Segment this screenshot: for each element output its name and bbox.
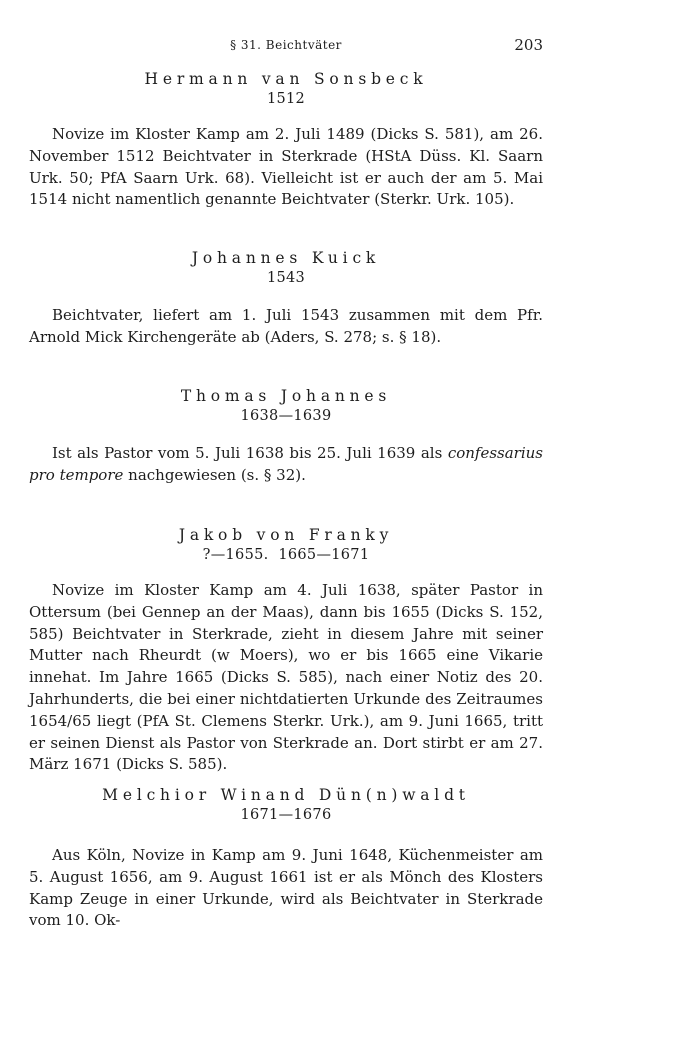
entry-years: 1512 xyxy=(266,91,306,107)
entry-text xyxy=(29,845,543,932)
entry-heading xyxy=(29,785,543,825)
entry-text-after: nachgewiesen (s. § 32). xyxy=(123,465,306,484)
entry-text-italic: confessarius pro tempore xyxy=(29,444,543,484)
entry-text xyxy=(29,443,543,487)
page-number: 203 xyxy=(514,36,543,54)
entry-name: Melchior Winand Dün(n)waldt xyxy=(102,786,470,804)
document-page xyxy=(29,0,543,1039)
running-title: § 31. Beichtväter xyxy=(230,38,342,52)
entry-years: 1638—1639 xyxy=(240,408,332,424)
running-head xyxy=(29,36,543,56)
entry-name: Johannes Kuick xyxy=(191,249,381,267)
entry-heading xyxy=(29,248,543,288)
entry-heading xyxy=(29,69,543,109)
entry-years: ?—1655. 1665—1671 xyxy=(202,547,370,563)
entry-text-before: Ist als Pastor vom 5. Juli 1638 bis 25. Juli 1639 als xyxy=(52,444,448,462)
entry-text xyxy=(29,124,543,211)
entry-text xyxy=(29,305,543,349)
entry-years: 1543 xyxy=(266,270,306,286)
entry-years: 1671—1676 xyxy=(240,807,332,823)
entry-heading xyxy=(29,386,543,426)
entry-heading xyxy=(29,525,543,565)
entry-text-content: Novize im Kloster Kamp am 4. Juli 1638, später Pastor in Ottersum (bei Gennep an der Maas), dann bis 1655 (Dicks S. 152, 585) Beichtvater in Sterkrade, zieht in diesem Jahre mit seiner Mutter nach Rheurdt (w Moers), wo er bis 1665 eine Vikarie innehat. Im Jahre 1665 (Dicks S. 585), nach einer Notiz des 20. Jahrhunderts, die bei einer nichtdatierten Urkunde des Zeitraumes 1654/65 liegt (PfA St. Clemens Sterkr. Urk.), am 9. Juni 1665, tritt er seinen Dienst als Pastor von Sterkrade an. Dort stirbt er am 27. März 1671 (Dicks S. 585). xyxy=(29,581,543,774)
entry-name: Hermann van Sonsbeck xyxy=(144,70,428,88)
entry-name: Thomas Johannes xyxy=(180,387,392,405)
entry-text-content: Beichtvater, liefert am 1. Juli 1543 zusammen mit dem Pfr. Arnold Mick Kirchengeräte ab (Aders, S. 278; s. § 18). xyxy=(29,306,543,346)
entry-text-content: Aus Köln, Novize in Kamp am 9. Juni 1648, Küchenmeister am 5. August 1656, am 9. August 1661 ist er als Mönch des Klosters Kamp Zeuge in einer Urkunde, wird als Beichtvater in Sterkrade vom 10. Ok- xyxy=(29,846,543,930)
entry-name: Jakob von Franky xyxy=(178,526,394,544)
entry-text-content: Novize im Kloster Kamp am 2. Juli 1489 (Dicks S. 581), am 26. November 1512 Beichtvater in Sterkrade (HStA Düss. Kl. Saarn Urk. 50; PfA Saarn Urk. 68). Vielleicht ist er auch der am 5. Mai 1514 nicht namentlich genannte Beichtvater (Sterkr. Urk. 105). xyxy=(29,125,543,209)
entry-text xyxy=(29,580,543,776)
